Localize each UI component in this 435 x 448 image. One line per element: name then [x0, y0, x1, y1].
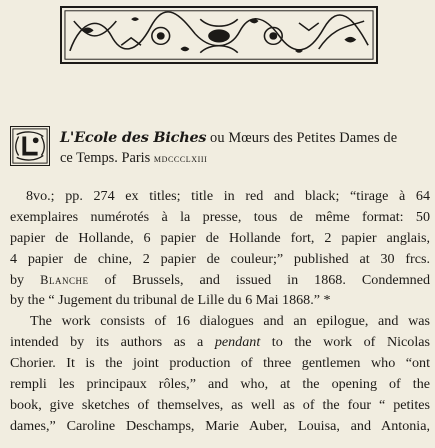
para1-line: by the “ Jugement du tribunal de Lille du 6 Mai 1868.” *	[10, 292, 331, 309]
decorated-initial-icon	[10, 126, 50, 166]
entry-title	[10, 126, 430, 178]
para2-line	[10, 332, 430, 353]
italic-term: pendant	[214, 334, 261, 351]
text-run: of Brussels, and issued in 1868. Condemned	[88, 271, 431, 288]
title-year: mdccclxiii	[153, 151, 208, 165]
ornamental-headband	[60, 6, 378, 64]
para1-line: 4 papier de chine, 2 papier de couleur;” published at 30 frcs.	[10, 250, 430, 267]
para2-line: The work consists of 16 dialogues and an epilogue, and was	[30, 313, 430, 330]
para2-line: Chorier. It is the joint production of three gentlemen who “ont	[10, 355, 430, 372]
title-blackletter: L'Ecole des Biches	[60, 129, 207, 146]
para1-line	[10, 270, 430, 291]
text-run: by	[10, 271, 41, 288]
title-place: ce Temps. Paris	[60, 150, 154, 166]
para1-line: papier de Hollande, 6 papier de Hollande fort, 2 papier anglais,	[10, 229, 430, 246]
para2-line: dames,” Caroline Deschamps, Marie Auber, Louisa, and Antonia,	[10, 417, 430, 434]
para2-line: book, give sketches of themselves, as well as of the four “ petites	[10, 396, 430, 413]
title-line-2	[60, 150, 432, 167]
para1-line: 8vo.; pp. 274 ex titles; title in red and black; “tirage à 64	[26, 188, 430, 204]
para2-line: rempli les principaux rôles,” and who, at the opening of the	[10, 376, 430, 393]
text-run: intended by its authors as a	[10, 334, 215, 351]
title-line-1	[60, 129, 432, 147]
title-rest: ou Mœurs des Petites Dames de	[206, 130, 398, 146]
printer-name: Blanche	[40, 272, 89, 287]
para1-line: exemplaires numérotés à la presse, tous de même format: 50	[10, 208, 430, 225]
text-run: to the work of Nicolas	[260, 334, 430, 351]
body-text	[10, 186, 430, 437]
